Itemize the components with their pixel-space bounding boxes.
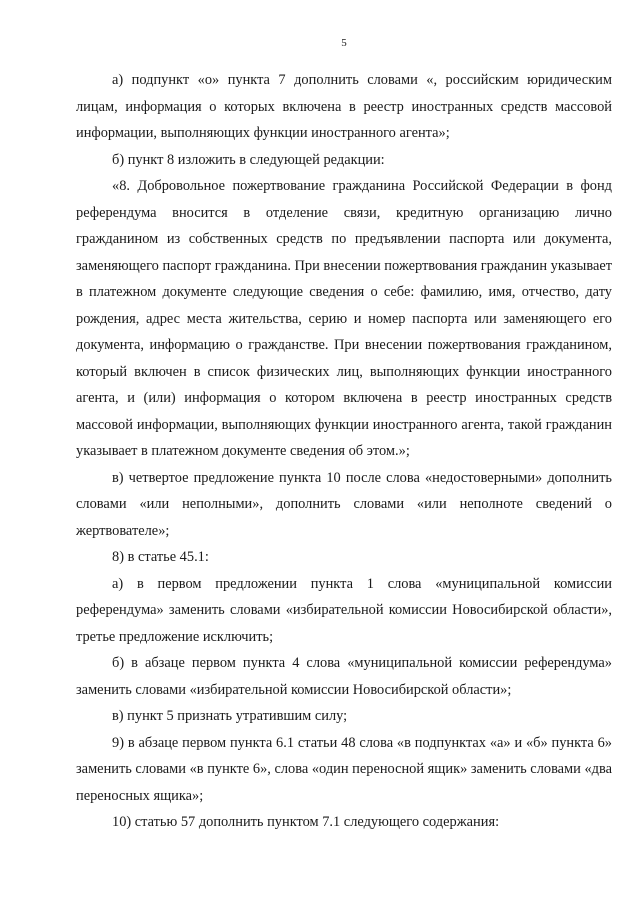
paragraph-item-8a: а) в первом предложении пункта 1 слова «муниципальной комиссии референдума» заменить словами «избирательной комиссии Новосибирской области», третье предложение исключить; bbox=[76, 575, 612, 645]
paragraph-item-8b: б) в абзаце первом пункта 4 слова «муниципальной комиссии референдума» заменить словами «избирательной комиссии Новосибирской области»; bbox=[76, 655, 612, 698]
paragraph-item-8v: в) пункт 5 признать утратившим силу; bbox=[112, 708, 348, 724]
paragraph-item-7v: в) четвертое предложение пункта 10 после слова «недостоверными» дополнить словами «или неполными», дополнить словами «или неполноте сведений о жертвователе»; bbox=[76, 469, 612, 539]
paragraph-item-7b: б) пункт 8 изложить в следующей редакции: bbox=[112, 151, 385, 168]
paragraph-point-8-text: «8. Добровольное пожертвование гражданина Российской Федерации в фонд референдума вносится в отделение связи, кредитную организацию лично гражданином из собственных средств по предъявлении паспорта или документа, заменяющего паспорт гражданина. При внесении пожертвования гражданин указывает в платежном документе следующие сведения о себе: фамилию, имя, отчество, дату рождения, адрес места жительства, серию и номер паспорта или заменяющего его документа, информацию о гражданстве. При внесении пожертвования гражданином, который включен в список физических лиц, выполняющих функции иностранного агента, и (или) информация о котором включена в реестр иностранных средств массовой информации, выполняющих функции иностранного агента, такой гражданин указывает в платежном документе сведения об этом.»; bbox=[76, 178, 613, 459]
page-number: 5 bbox=[341, 37, 347, 49]
paragraph-section-8: 8) в статье 45.1: bbox=[112, 549, 209, 565]
paragraph-section-9: 9) в абзаце первом пункта 6.1 статьи 48 слова «в подпунктах «а» и «б» пункта 6» заменить словами «в пункте 6», слова «один переносной ящик» заменить словами «два переносных ящика»; bbox=[76, 734, 612, 804]
paragraph-section-10: 10) статью 57 дополнить пунктом 7.1 следующего содержания: bbox=[112, 814, 500, 830]
paragraph-item-7a: а) подпункт «о» пункта 7 дополнить словами «, российским юридическим лицам, информация о которых включена в реестр иностранных средств массовой информации, выполняющих функции иностранного агента»; bbox=[76, 72, 612, 141]
document-page bbox=[76, 36, 612, 836]
